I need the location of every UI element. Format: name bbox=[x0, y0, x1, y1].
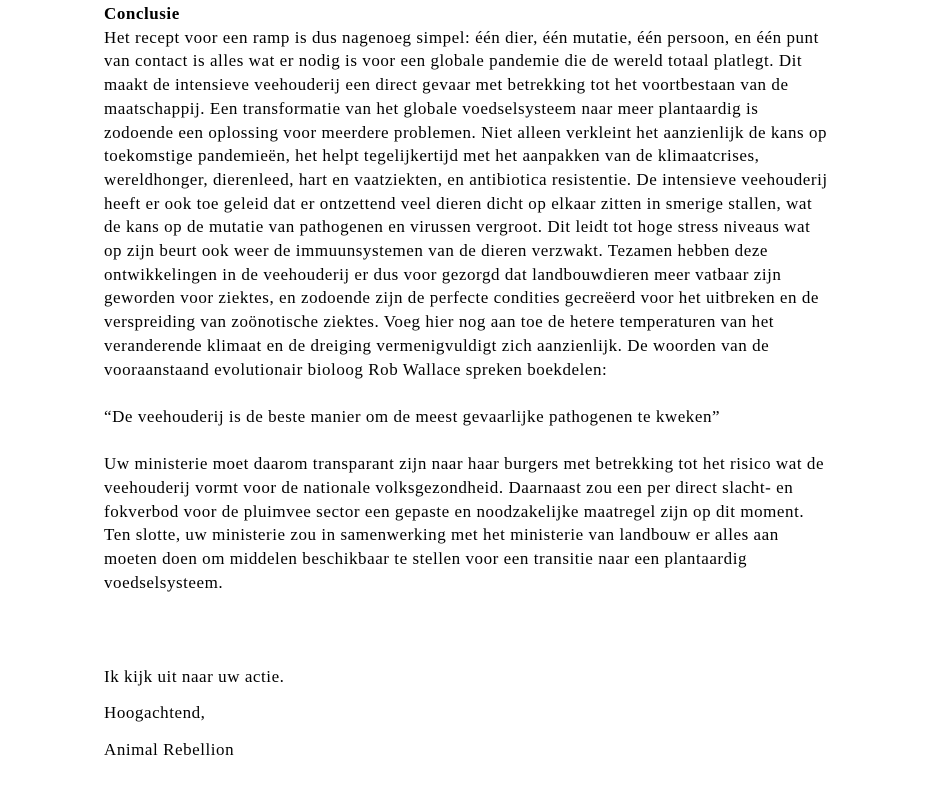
salutation: Hoogachtend, bbox=[104, 703, 206, 723]
signature: Animal Rebellion bbox=[104, 739, 235, 759]
request-paragraph: Uw ministerie moet daarom transparant zijn naar haar burgers met betrekking tot het risico wat de veehouderij vormt voor de nationale volksgezondheid. Daarnaast zou een per direct slacht- en fokverbod voor de pluimvee sector een gepaste en noodzakelijke maatregel zijn op dit moment. Ten slotte, uw ministerie zou in samenwerking met het ministerie van landbouw er alles aan moeten doen om middelen beschikbaar te stellen voor een transitie naar een plantaardig voedselsysteem. bbox=[104, 454, 825, 592]
closing-line: Ik kijk uit naar uw actie. bbox=[104, 666, 285, 686]
conclusion-heading: Conclusie bbox=[104, 4, 180, 23]
intro-paragraph: Het recept voor een ramp is dus nagenoeg simpel: één dier, één mutatie, één persoon, en één punt van contact is alles wat er nodig is voor een globale pandemie die de wereld totaal platlegt. Dit maakt de intensieve veehouderij een direct gevaar met betrekking tot het voortbestaan van de maatschappij. Een transformatie van het globale voedselsysteem naar meer plantaardig is zodoende een oplossing voor meerdere problemen. Niet alleen verkleint het aanzienlijk de kans op toekomstige pandemieën, het helpt tegelijkertijd met het aanpakken van de klimaatcrises, wereldhonger, dierenleed, hart en vaatziekten, en antibiotica resistentie. De intensieve veehouderij heeft er ook toe geleid dat er ontzettend veel dieren dicht op elkaar zitten in smerige stallen, wat de kans op de mutatie van pathogenen en virussen vergroot. Dit leidt tot hoge stress niveaus wat op zijn beurt ook weer de immuunsystemen van de dieren verzwakt. Tezamen hebben deze ontwikkelingen in de veehouderij er dus voor gezorgd dat landbouwdieren meer vatbaar zijn geworden voor ziektes, en zodoende zijn de perfecte condities gecreëerd voor het uitbreken en de verspreiding van zoönotische ziektes. Voeg hier nog aan toe de hetere temperaturen van het veranderende klimaat en de dreiging vermenigvuldigt zich aanzienlijk. De woorden van de vooraanstaand evolutionair bioloog Rob Wallace spreken boekdelen: bbox=[104, 27, 828, 379]
quote-paragraph: “De veehouderij is de beste manier om de meest gevaarlijke pathogenen te kweken” bbox=[104, 406, 721, 426]
letter-body bbox=[104, 2, 832, 762]
